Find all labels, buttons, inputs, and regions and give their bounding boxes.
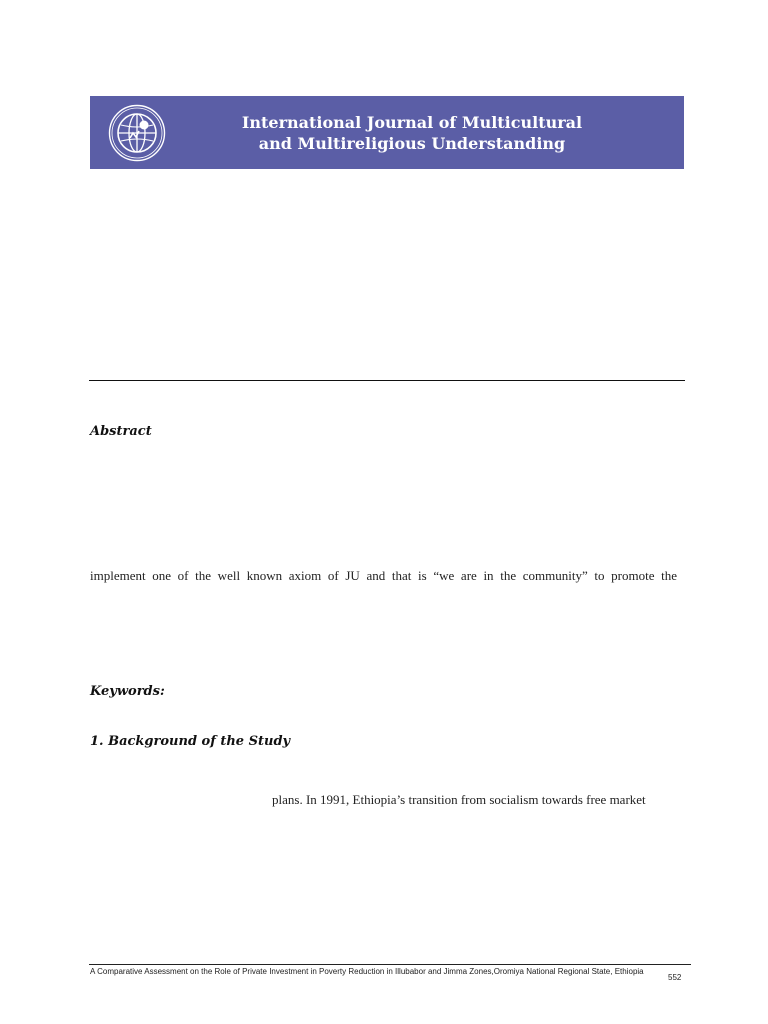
background-section-heading: 1. Background of the Study [90,734,291,749]
background-text-line: plans. In 1991, Ethiopia’s transition from socialism towards free market [272,792,646,807]
globe-emblem-icon [108,104,166,162]
title-divider [89,380,685,381]
footer-running-title: A Comparative Assessment on the Role of Private Investment in Poverty Reduction in Illubabor and Jimma Zones,Oromiya National Regional State, Ethiopia [90,967,644,976]
journal-title-line-1: International Journal of Multicultural [241,113,583,132]
keywords-heading: Keywords: [90,684,165,699]
abstract-text-line: implement one of the well known axiom of JU and that is “we are in the community” to promote the [90,568,677,583]
footer-divider [89,964,691,965]
abstract-heading: Abstract [90,424,152,439]
journal-title-line-2: and Multireligious Understanding [258,134,566,153]
journal-title [180,112,644,154]
journal-header-banner [90,96,684,169]
page-number: 552 [668,973,682,982]
